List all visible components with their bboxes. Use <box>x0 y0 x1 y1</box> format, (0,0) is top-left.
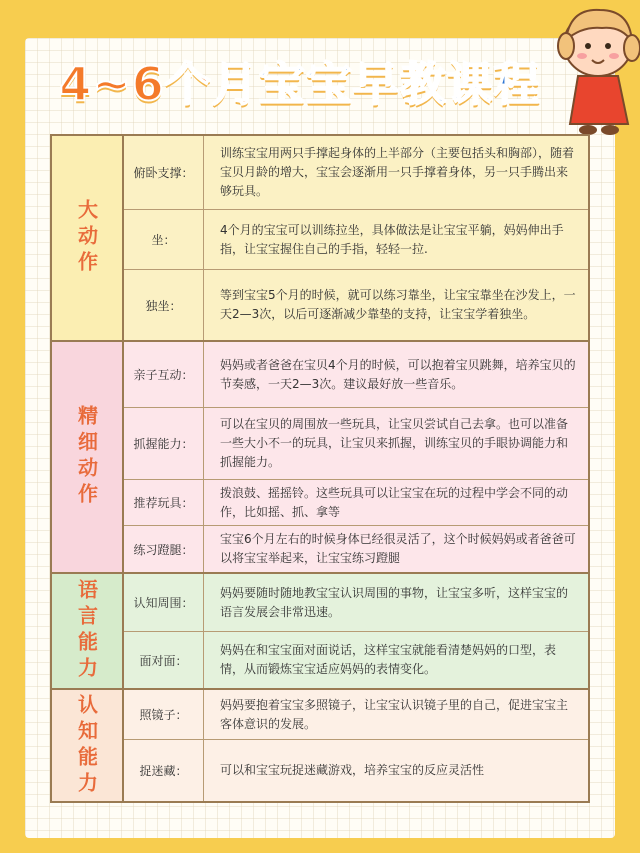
section-language <box>52 574 588 690</box>
table-row <box>124 210 588 270</box>
table-row <box>124 740 588 801</box>
row-label: 坐： <box>124 210 204 269</box>
row-description: 宝宝6个月左右的时候身体已经很灵活了，这个时候妈妈或者爸爸可以将宝宝举起来，让宝宝练习蹬腿 <box>220 532 576 565</box>
table-row <box>124 632 588 688</box>
course-table <box>50 134 590 803</box>
row-description: 可以和宝宝玩捉迷藏游戏，培养宝宝的反应灵活性 <box>220 763 485 777</box>
row-description: 训练宝宝用两只手撑起身体的上半部分（主要包括头和胸部），随着宝贝月龄的增大，宝宝会逐渐用一只手撑着身体，另一只手腾出来够玩具。 <box>220 146 575 198</box>
table-row <box>124 270 588 340</box>
row-description: 妈妈在和宝宝面对面说话，这样宝宝就能看清楚妈妈的口型，表情，从而锻炼宝宝适应妈妈的表情变化。 <box>220 643 557 676</box>
row-label: 照镜子： <box>124 690 204 739</box>
table-row <box>124 136 588 210</box>
row-label: 亲子互动： <box>124 342 204 407</box>
section-gross-motor <box>52 136 588 342</box>
table-row <box>124 408 588 480</box>
row-label: 抓握能力： <box>124 408 204 479</box>
row-label: 推荐玩具： <box>124 480 204 525</box>
title-part-course: 宝宝早教课程 <box>258 57 541 111</box>
category-label: 精细动作 <box>52 342 124 572</box>
page-title <box>20 52 580 116</box>
row-label: 认知周围： <box>124 574 204 631</box>
section-cognitive <box>52 690 588 801</box>
table-row <box>124 690 588 740</box>
category-label: 认知能力 <box>52 690 124 801</box>
title-part-age: 4~6个月 <box>59 57 259 111</box>
table-row <box>124 526 588 572</box>
table-row <box>124 342 588 408</box>
girl-illustration <box>552 0 640 140</box>
table-row <box>124 480 588 526</box>
category-label: 语言能力 <box>52 574 124 688</box>
row-label: 面对面： <box>124 632 204 688</box>
section-fine-motor <box>52 342 588 574</box>
row-label: 独坐： <box>124 270 204 340</box>
table-row <box>124 574 588 632</box>
row-description: 拨浪鼓、摇摇铃。这些玩具可以让宝宝在玩的过程中学会不同的动作，比如摇、抓、拿等 <box>220 485 569 519</box>
category-label: 大动作 <box>52 136 124 340</box>
row-label: 练习蹬腿： <box>124 526 204 572</box>
row-description: 4个月的宝宝可以训练拉坐，具体做法是让宝宝平躺，妈妈伸出手指，让宝宝握住自己的手指，轻轻一拉. <box>220 222 564 256</box>
row-description: 可以在宝贝的周围放一些玩具，让宝贝尝试自己去拿。也可以准备一些大小不一的玩具，让宝贝来抓握，训练宝贝的手眼协调能力和抓握能力。 <box>220 417 569 469</box>
row-label: 捉迷藏： <box>124 740 204 801</box>
row-label: 俯卧支撑： <box>124 136 204 209</box>
row-description: 妈妈要随时随地教宝宝认识周围的事物，让宝宝多听，这样宝宝的语言发展会非常迅速。 <box>220 585 569 619</box>
row-description: 等到宝宝5个月的时候，就可以练习靠坐，让宝宝靠坐在沙发上，一天2—3次，以后可逐渐减少靠垫的支持，让宝宝学着独坐。 <box>220 288 576 321</box>
row-description: 妈妈或者爸爸在宝贝4个月的时候，可以抱着宝贝跳舞，培养宝贝的节奏感，一天2—3次。建议最好放一些音乐。 <box>220 357 576 391</box>
row-description: 妈妈要抱着宝宝多照镜子，让宝宝认识镜子里的自己，促进宝宝主客体意识的发展。 <box>220 697 569 731</box>
